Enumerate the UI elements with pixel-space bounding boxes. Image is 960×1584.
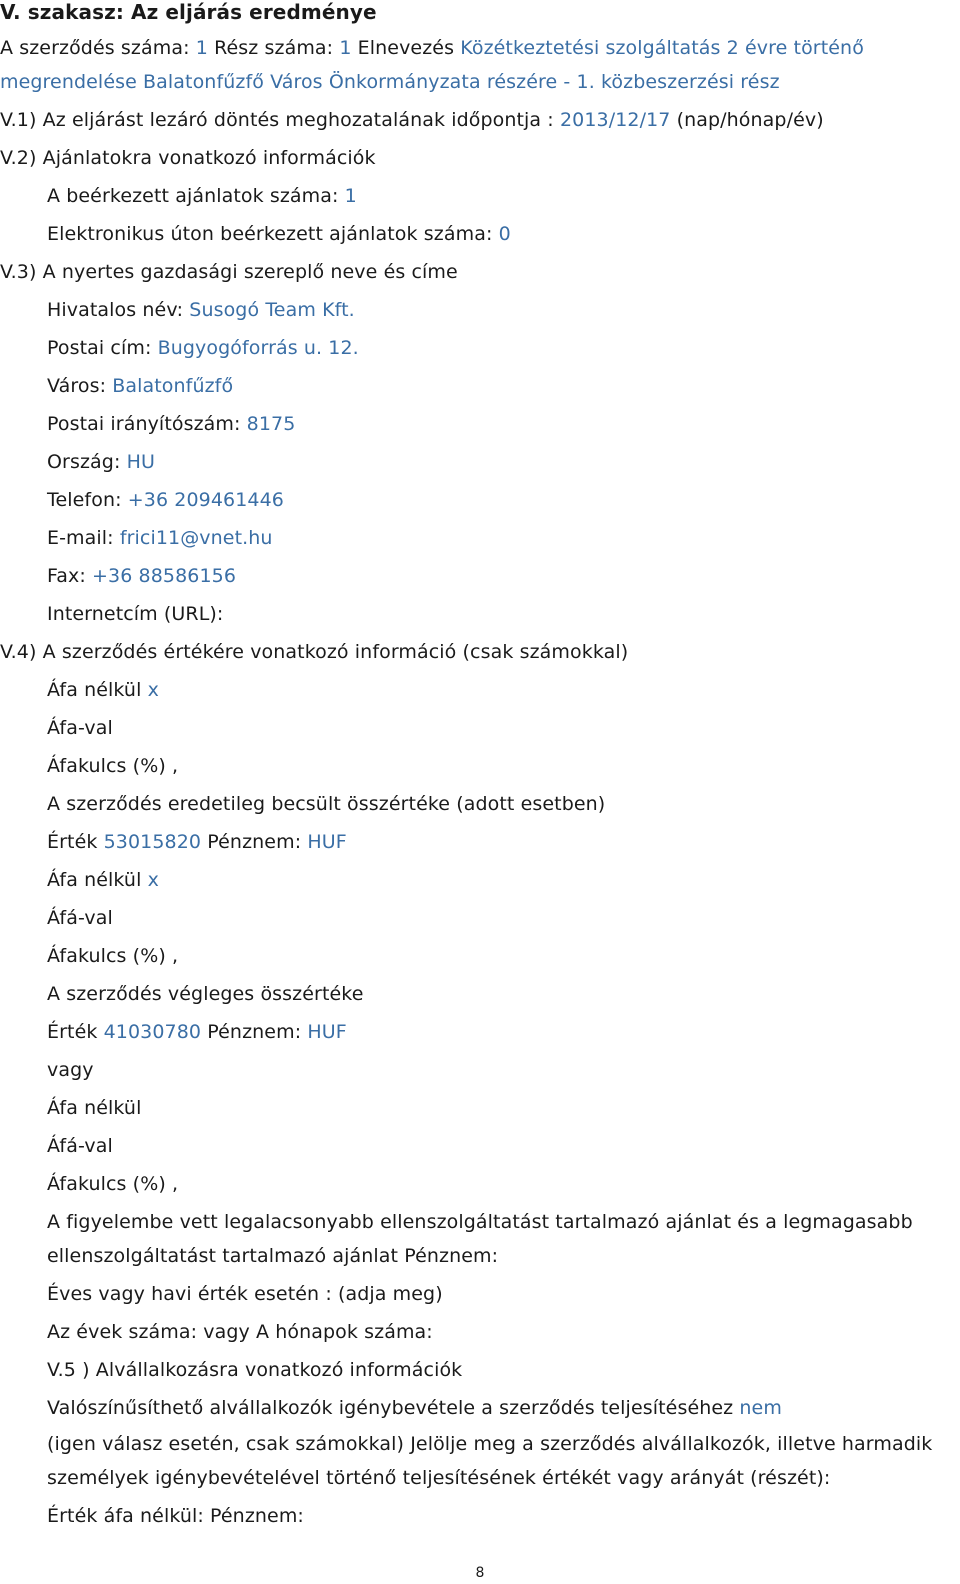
years-months-label: Az évek száma: vagy A hónapok száma:: [47, 1321, 433, 1343]
lowest-highest-text-continued: ellenszolgáltatást tartalmazó ajánlat Pénznem:: [47, 1245, 499, 1267]
vat-rate-line-1: [47, 754, 178, 778]
vat-rate-label: Áfakulcs (%) ,: [47, 945, 179, 967]
subcontractor-label: Valószínűsíthető alvállalkozók igénybevétele a szerződés teljesítéséhez: [47, 1397, 734, 1419]
estimated-currency: HUF: [307, 831, 347, 853]
v3-heading: [0, 260, 458, 284]
final-currency: HUF: [307, 1021, 347, 1043]
offers-received-value: 1: [344, 185, 357, 207]
annual-monthly-label: Éves vagy havi érték esetén : (adja meg): [47, 1283, 443, 1305]
estimated-value-line: [47, 830, 347, 854]
date-format: (nap/hónap/év): [676, 109, 824, 131]
value-label: Érték: [47, 1021, 98, 1043]
v2-heading: [0, 146, 376, 170]
electronic-offers-line: [47, 222, 511, 246]
estimated-total-line: [47, 792, 605, 816]
contract-number-value: 1: [195, 37, 208, 59]
official-name-label: Hivatalos név:: [47, 299, 184, 321]
vat-excl-mark: x: [147, 679, 159, 701]
contract-name-label: Elnevezés: [357, 37, 455, 59]
if-yes-text: (igen válasz esetén, csak számokkal) Jelölje meg a szerződés alvállalkozók, illetve harmadik: [47, 1433, 933, 1455]
country-value: HU: [126, 451, 155, 473]
estimated-value: 53015820: [103, 831, 202, 853]
part-number-value: 1: [339, 37, 352, 59]
fax-label: Fax:: [47, 565, 86, 587]
vat-incl-line-1: [47, 716, 113, 740]
years-months-line: [47, 1320, 433, 1344]
country-line: [47, 450, 155, 474]
if-yes-text-continued: személyek igénybevételével történő teljesítésének értékét vagy arányát (részét):: [47, 1467, 831, 1489]
fax-value: +36 88586156: [92, 565, 237, 587]
official-name-value: Susogó Team Kft.: [189, 299, 355, 321]
final-total-label: A szerződés végleges összértéke: [47, 983, 364, 1005]
email-label: E-mail:: [47, 527, 114, 549]
v3-heading-text: V.3) A nyertes gazdasági szereplő neve és címe: [0, 261, 458, 283]
vat-excl-line-1: [47, 678, 159, 702]
city-value: Balatonfűzfő: [112, 375, 234, 397]
vat-incl-label: Áfá-val: [47, 907, 113, 929]
contract-line-1: [0, 36, 864, 60]
vat-incl-label: Áfa-val: [47, 717, 113, 739]
postcode-value: 8175: [246, 413, 296, 435]
contract-name-value: Közétkeztetési szolgáltatás 2 évre történő: [460, 37, 864, 59]
currency-label: Pénznem:: [207, 831, 302, 853]
value-label: Érték: [47, 831, 98, 853]
or-line: [47, 1058, 94, 1082]
v1-line: [0, 108, 824, 132]
lowest-highest-line-1: [47, 1210, 913, 1234]
page-number: 8: [475, 1565, 485, 1581]
vat-excl-line-2: [47, 868, 159, 892]
v5-heading-text: V.5 ) Alvállalkozásra vonatkozó információk: [47, 1359, 463, 1381]
postcode-label: Postai irányítószám:: [47, 413, 241, 435]
postcode-line: [47, 412, 295, 436]
v2-heading-text: V.2) Ajánlatokra vonatkozó információk: [0, 147, 376, 169]
decision-date: 2013/12/17: [559, 109, 671, 131]
vat-rate-line-3: [47, 1172, 178, 1196]
v4-heading-text: V.4) A szerződés értékére vonatkozó információ (csak számokkal): [0, 641, 629, 663]
final-value-line: [47, 1020, 347, 1044]
vat-incl-label: Áfá-val: [47, 1135, 113, 1157]
offers-received-label: A beérkezett ajánlatok száma:: [47, 185, 339, 207]
vat-excl-label: Áfa nélkül: [47, 1097, 142, 1119]
address-label: Postai cím:: [47, 337, 152, 359]
vat-incl-line-2: [47, 906, 113, 930]
fax-line: [47, 564, 236, 588]
official-name-line: [47, 298, 355, 322]
section-title-text: V. szakasz: Az eljárás eredménye: [0, 0, 377, 24]
contract-line-2: [0, 70, 780, 94]
phone-line: [47, 488, 284, 512]
vat-excl-label: Áfa nélkül: [47, 679, 142, 701]
url-line: [47, 602, 223, 626]
vat-excl-mark: x: [147, 869, 159, 891]
vat-excl-line-3: [47, 1096, 141, 1120]
or-label: vagy: [47, 1059, 94, 1081]
contract-name-continuation: megrendelése Balatonfűzfő Város Önkormányzata részére - 1. közbeszerzési rész: [0, 71, 780, 93]
subcontractor-line: [47, 1396, 782, 1420]
value-vat-excl-line: [47, 1504, 304, 1528]
section-title: [0, 0, 377, 24]
phone-value: +36 209461446: [127, 489, 284, 511]
address-value: Bugyogóforrás u. 12.: [157, 337, 359, 359]
email-value: frici11@vnet.hu: [119, 527, 273, 549]
country-label: Ország:: [47, 451, 121, 473]
vat-rate-label: Áfakulcs (%) ,: [47, 1173, 179, 1195]
vat-incl-line-3: [47, 1134, 113, 1158]
lowest-highest-text: A figyelembe vett legalacsonyabb ellenszolgáltatást tartalmazó ajánlat és a legmagasabb: [47, 1211, 913, 1233]
offers-received-line: [47, 184, 357, 208]
if-yes-line-1: [47, 1432, 932, 1456]
annual-monthly-line: [47, 1282, 443, 1306]
v4-heading: [0, 640, 628, 664]
url-label: Internetcím (URL):: [47, 603, 224, 625]
electronic-offers-value: 0: [498, 223, 511, 245]
value-vat-excl-label: Érték áfa nélkül: Pénznem:: [47, 1505, 304, 1527]
vat-rate-label: Áfakulcs (%) ,: [47, 755, 179, 777]
contract-number-label: A szerződés száma:: [0, 37, 190, 59]
v1-label: V.1) Az eljárást lezáró döntés meghozatalának időpontja :: [0, 109, 554, 131]
final-total-line: [47, 982, 364, 1006]
lowest-highest-line-2: [47, 1244, 498, 1268]
if-yes-line-2: [47, 1466, 830, 1490]
phone-label: Telefon:: [47, 489, 122, 511]
vat-excl-label: Áfa nélkül: [47, 869, 142, 891]
email-line: [47, 526, 273, 550]
electronic-offers-label: Elektronikus úton beérkezett ajánlatok száma:: [47, 223, 493, 245]
city-label: Város:: [47, 375, 107, 397]
city-line: [47, 374, 233, 398]
address-line: [47, 336, 359, 360]
currency-label: Pénznem:: [207, 1021, 302, 1043]
vat-rate-line-2: [47, 944, 178, 968]
v5-heading: [47, 1358, 462, 1382]
final-value: 41030780: [103, 1021, 202, 1043]
estimated-total-label: A szerződés eredetileg becsült összértéke (adott esetben): [47, 793, 606, 815]
subcontractor-value: nem: [739, 1397, 782, 1419]
part-number-label: Rész száma:: [214, 37, 334, 59]
